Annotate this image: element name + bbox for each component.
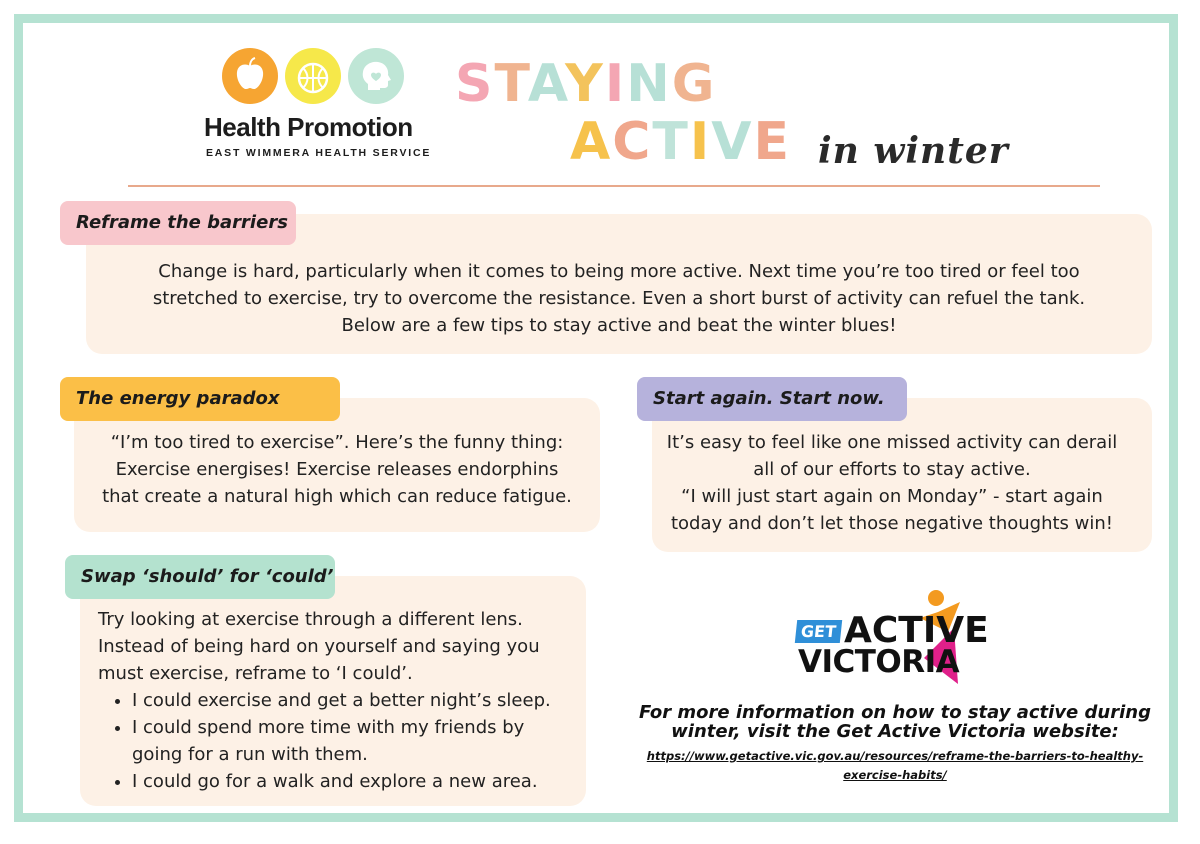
heading-in-winter: in winter (818, 130, 1009, 172)
start-line: today and don’t let those negative thoughts win! (670, 513, 1113, 534)
gav-active-label: ACTIVE (844, 610, 989, 651)
heading-staying (455, 54, 716, 114)
get-active-victoria-logo (796, 588, 989, 692)
reframe-line: Change is hard, particularly when it comes to being more active. Next time you’re too tired or feel too (158, 261, 1080, 282)
swap-line: Instead of being hard on yourself and saying you (98, 636, 540, 657)
heading-letter: G (671, 54, 717, 114)
energy-line: “I’m too tired to exercise”. Here’s the funny thing: (110, 432, 564, 453)
heading-letter: I (689, 112, 712, 172)
reframe-text (86, 258, 1152, 339)
get-active-link[interactable]: https://www.getactive.vic.gov.au/resources/reframe-the-barriers-to-healthy-exercise-habits/ (646, 749, 1144, 782)
logo-title: Health Promotion (204, 112, 413, 142)
swap-text (98, 606, 578, 795)
reframe-tag: Reframe the barriers (60, 201, 296, 245)
header-divider (128, 185, 1100, 187)
energy-line: that create a natural high which can reduce fatigue. (102, 486, 572, 507)
gav-get-label: GET (795, 620, 842, 643)
energy-tag: The energy paradox (60, 377, 340, 421)
heading-letter: A (527, 54, 566, 114)
start-line: It’s easy to feel like one missed activity can derail (666, 432, 1118, 453)
heading-letter: T (494, 54, 528, 114)
heading-letter: T (652, 112, 690, 172)
heading-letter: V (711, 112, 754, 172)
start-line: all of our efforts to stay active. (753, 459, 1031, 480)
head-heart-icon (348, 48, 404, 104)
swap-bullet-list (98, 687, 578, 795)
swap-line: must exercise, reframe to ‘I could’. (98, 663, 413, 684)
heading-active (570, 112, 791, 172)
start-line: “I will just start again on Monday” - start again (681, 486, 1103, 507)
list-item: • I could go for a walk and explore a new area. (132, 768, 578, 795)
energy-line: Exercise energises! Exercise releases endorphins (115, 459, 559, 480)
heading-letter: S (455, 54, 495, 114)
heading-letter: I (604, 54, 627, 114)
logo-subtitle: EAST WIMMERA HEALTH SERVICE (206, 147, 432, 159)
swap-line: Try looking at exercise through a different lens. (98, 609, 523, 630)
start-tag: Start again. Start now. (637, 377, 907, 421)
energy-text (74, 429, 600, 510)
gav-victoria-label: VICTORIA (798, 644, 960, 680)
basketball-icon (285, 48, 341, 104)
reframe-line: Below are a few tips to stay active and beat the winter blues! (341, 315, 897, 336)
apple-icon (222, 48, 278, 104)
heading-letter: E (753, 112, 792, 172)
swap-tag: Swap ‘should’ for ‘could’ (65, 555, 335, 599)
reframe-line: stretched to exercise, try to overcome the resistance. Even a short burst of activity can refuel the tank. (152, 288, 1086, 309)
list-item: • I could exercise and get a better night’s sleep. (132, 687, 578, 714)
heading-letter: A (570, 112, 613, 172)
start-text (652, 429, 1132, 537)
heading-letter: N (626, 54, 672, 114)
heading-letter: Y (565, 54, 605, 114)
heading-letter: C (612, 112, 653, 172)
list-item: • I could spend more time with my friends by going for a run with them. (132, 714, 578, 768)
more-info-text: For more information on how to stay active during winter, visit the Get Active Victoria website: (639, 702, 1151, 742)
